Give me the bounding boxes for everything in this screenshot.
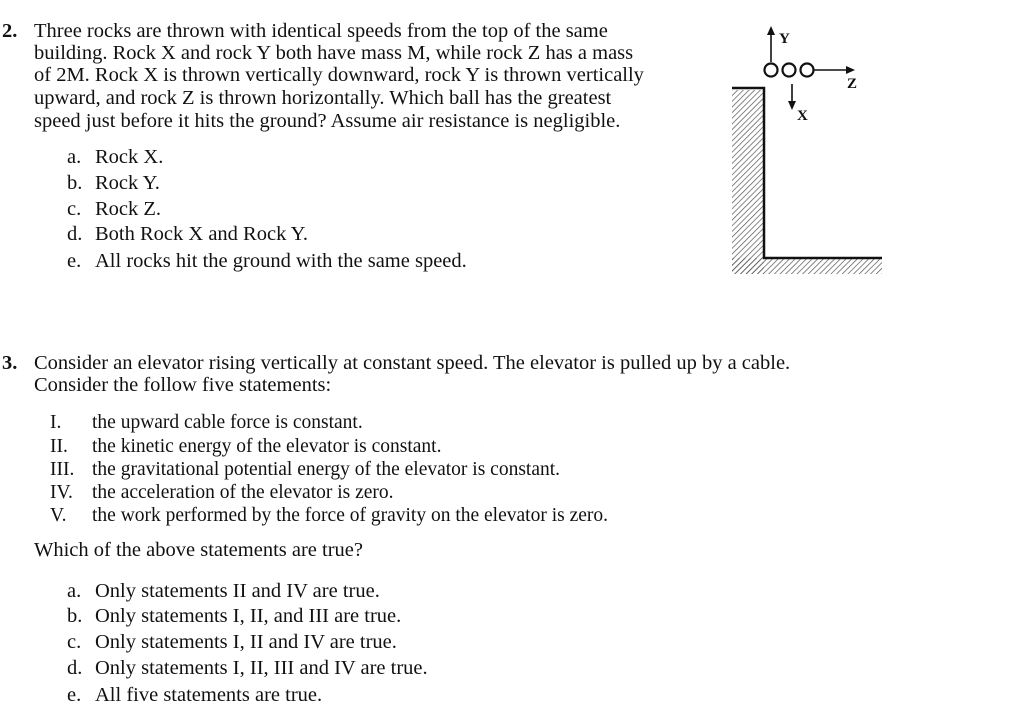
option-letter: a.: [67, 580, 82, 602]
option-text: Both Rock X and Rock Y.: [95, 223, 308, 245]
option-text: Only statements I, II, III and IV are true.: [95, 657, 428, 679]
option-letter: d.: [67, 657, 83, 679]
option-letter: e.: [67, 250, 82, 272]
question-3-option-b[interactable]: [67, 605, 401, 627]
option-text: Rock Y.: [95, 172, 160, 194]
question-3-text-line: Consider the follow five statements:: [34, 374, 332, 396]
option-letter: a.: [67, 146, 82, 168]
label-z: Z: [847, 76, 858, 92]
option-letter: d.: [67, 223, 83, 245]
question-3-option-d[interactable]: [67, 657, 428, 679]
option-letter: e.: [67, 684, 82, 706]
question-2-option-e[interactable]: [67, 250, 467, 272]
statement-numeral: III.: [50, 459, 75, 480]
question-3-option-a[interactable]: [67, 580, 380, 602]
option-text: All five statements are true.: [95, 684, 323, 706]
statement-3: [50, 459, 560, 481]
building-rocks-figure: [726, 22, 886, 282]
label-y: Y: [779, 31, 790, 47]
question-3-number: 3.: [2, 352, 18, 374]
option-text: All rocks hit the ground with the same speed.: [95, 250, 467, 272]
label-x: X: [797, 108, 808, 124]
ground: [732, 258, 882, 274]
statement-text: the work performed by the force of gravity on the elevator is zero.: [92, 505, 609, 526]
question-2-text-line: speed just before it hits the ground? Assume air resistance is negligible.: [34, 110, 621, 132]
statement-numeral: I.: [50, 412, 62, 433]
arrow-x-head: [788, 101, 796, 110]
statement-numeral: V.: [50, 505, 67, 526]
statement-numeral: II.: [50, 436, 68, 457]
question-2-option-a[interactable]: [67, 146, 163, 168]
statement-text: the kinetic energy of the elevator is constant.: [92, 436, 442, 457]
question-3-option-c[interactable]: [67, 631, 397, 653]
question-2-option-b[interactable]: [67, 172, 160, 194]
option-text: Only statements I, II and IV are true.: [95, 631, 397, 653]
question-2-option-c[interactable]: [67, 198, 161, 220]
option-text: Rock X.: [95, 146, 164, 168]
question-2-text-line: Three rocks are thrown with identical speeds from the top of the same: [34, 20, 608, 42]
question-2-option-d[interactable]: [67, 223, 308, 245]
option-letter: c.: [67, 198, 82, 220]
arrow-y-head: [767, 26, 775, 35]
statement-numeral: IV.: [50, 482, 73, 503]
question-2-text-line: building. Rock X and rock Y both have mass M, while rock Z has a mass: [34, 42, 634, 64]
option-text: Only statements I, II, and III are true.: [95, 605, 402, 627]
building-wall: [732, 90, 764, 274]
statement-2: [50, 436, 441, 458]
question-2-number: 2.: [2, 20, 18, 42]
question-2-text-line: of 2M. Rock X is thrown vertically downward, rock Y is thrown vertically: [34, 64, 644, 86]
statement-text: the acceleration of the elevator is zero.: [92, 482, 394, 503]
option-letter: b.: [67, 605, 83, 627]
rock-z: [801, 64, 814, 77]
arrow-z-head: [846, 66, 855, 74]
option-text: Only statements II and IV are true.: [95, 580, 380, 602]
rock-y: [783, 64, 796, 77]
statement-1: [50, 412, 363, 434]
statement-4: [50, 482, 394, 504]
statement-text: the upward cable force is constant.: [92, 412, 363, 433]
statement-5: [50, 505, 608, 527]
question-3-option-e[interactable]: [67, 684, 322, 706]
question-3-prompt: Which of the above statements are true?: [34, 539, 363, 561]
rock-x: [765, 64, 778, 77]
question-2-text-line: upward, and rock Z is thrown horizontally. Which ball has the greatest: [34, 87, 612, 109]
option-letter: b.: [67, 172, 83, 194]
option-text: Rock Z.: [95, 198, 162, 220]
question-3-text-line: Consider an elevator rising vertically at constant speed. The elevator is pulled up by a cable.: [34, 352, 791, 374]
option-letter: c.: [67, 631, 82, 653]
statement-text: the gravitational potential energy of the elevator is constant.: [92, 459, 561, 480]
